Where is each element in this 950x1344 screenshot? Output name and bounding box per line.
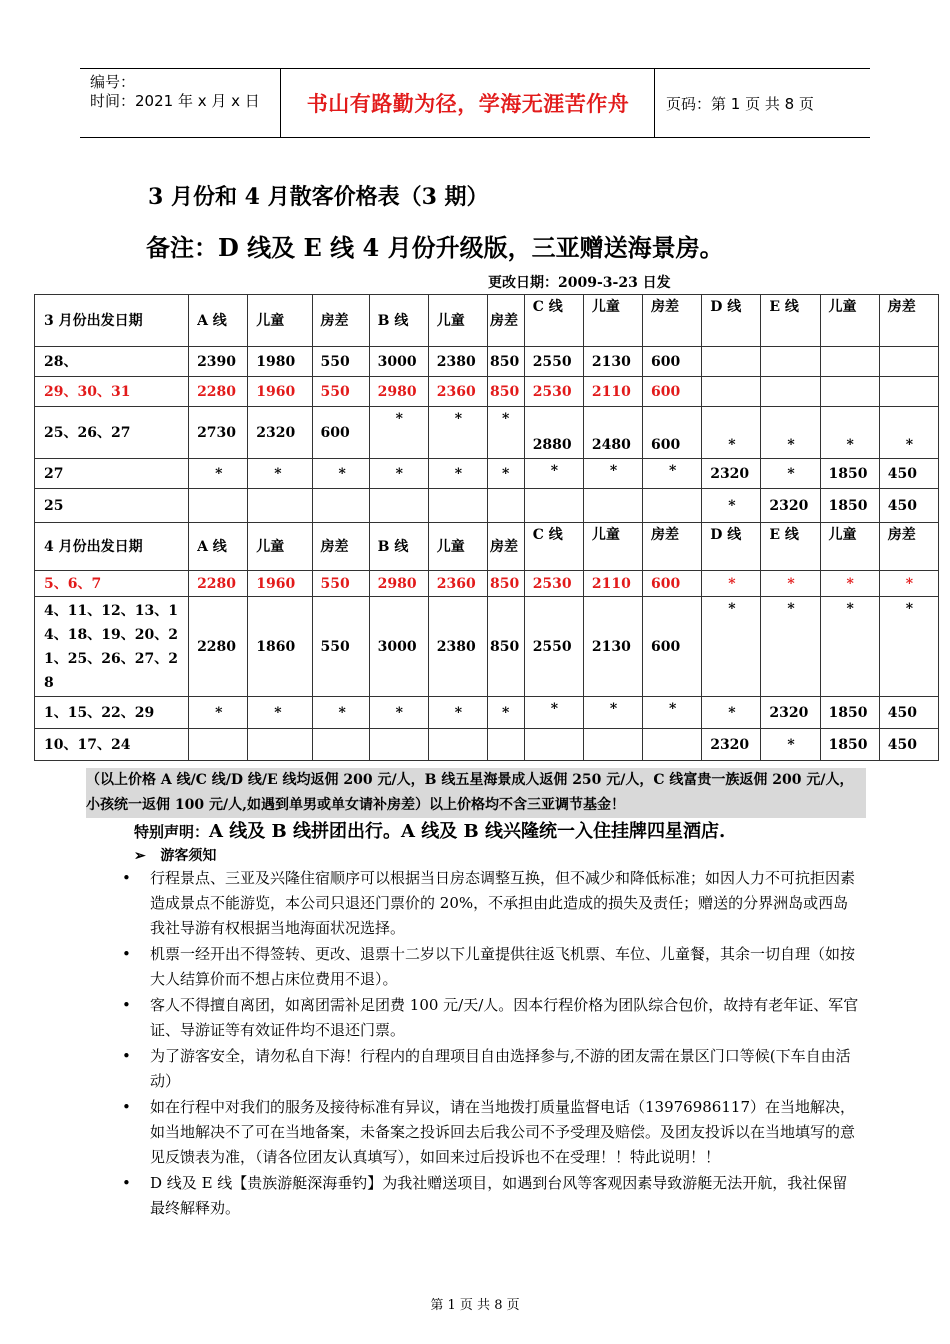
column-header: 儿童 <box>428 523 487 571</box>
column-header: 儿童 <box>820 523 879 571</box>
column-header: 儿童 <box>583 295 642 347</box>
declaration-text: A 线及 B 线拼团出行。A 线及 B 线兴隆统一入住挂牌四星酒店. <box>209 821 726 842</box>
price-cell <box>583 489 642 523</box>
notice-item: • 机票一经开出不得签转、更改、退票十二岁以下儿童提供往返飞机票、车位、儿童餐，其余一切自理（如按大人结算价而不想占床位费用不退）。 <box>116 942 862 992</box>
date-cell: 25、26、27 <box>35 407 189 459</box>
date-cell: 1、15、22、29 <box>35 697 189 729</box>
price-cell: 2320 <box>702 459 761 489</box>
price-cell: * <box>312 459 369 489</box>
column-header: D 线 <box>702 523 761 571</box>
column-header: A 线 <box>189 295 248 347</box>
header-meta <box>80 69 281 137</box>
changed-date: 更改日期：2009-3-23 日发 <box>488 275 671 291</box>
price-cell: * <box>369 697 428 729</box>
price-cell <box>312 489 369 523</box>
price-cell: * <box>189 459 248 489</box>
price-cell: 600 <box>643 347 702 377</box>
price-cell: * <box>428 407 487 459</box>
price-cell <box>369 489 428 523</box>
price-cell: 2110 <box>583 377 642 407</box>
price-cell: 2280 <box>189 597 248 697</box>
price-cell: * <box>702 489 761 523</box>
price-cell <box>428 729 487 761</box>
column-header: 房差 <box>879 295 938 347</box>
number-label: 编号： <box>90 73 136 91</box>
price-cell: * <box>761 729 820 761</box>
price-cell: * <box>248 459 312 489</box>
price-cell <box>487 489 524 523</box>
price-cell: 1850 <box>820 459 879 489</box>
price-cell: 1960 <box>248 571 312 597</box>
price-cell: * <box>702 697 761 729</box>
price-cell: * <box>369 407 428 459</box>
document-title: 3 月份和 4 月散客价格表（3 期） <box>148 184 489 210</box>
price-cell <box>248 489 312 523</box>
price-cell <box>583 729 642 761</box>
price-cell <box>820 377 879 407</box>
price-cell: 850 <box>487 597 524 697</box>
price-cell: * <box>583 697 642 729</box>
table-row <box>35 597 939 697</box>
price-cell: 2320 <box>761 489 820 523</box>
column-header: B 线 <box>369 523 428 571</box>
table-header-row <box>35 295 939 347</box>
price-cell: * <box>761 407 820 459</box>
table-row <box>35 697 939 729</box>
price-cell: 850 <box>487 571 524 597</box>
price-cell <box>761 377 820 407</box>
page-header <box>80 68 870 138</box>
price-cell: * <box>189 697 248 729</box>
column-header: 房差 <box>312 523 369 571</box>
price-cell: * <box>643 459 702 489</box>
header-motto: 书山有路勤为径，学海无涯苦作舟 <box>282 69 655 137</box>
notice-item: • 客人不得擅自离团，如离团需补足团费 100 元/天/人。因本行程价格为团队综合包价，故持有老年证、军官证、导游证等有效证件均不退还门票。 <box>116 993 862 1043</box>
price-cell: 2380 <box>428 597 487 697</box>
price-cell <box>879 377 938 407</box>
price-cell: 2110 <box>583 571 642 597</box>
notice-item: • 如在行程中对我们的服务及接待标准有异议，请在当地拨打质量监督电话（13976986117）在当地解决，如当地解决不了可在当地备案，未备案之投诉回去后我公司不予受理及赔偿。及团友投诉以在当地填写的意见反馈表为准，（请各位团友认真填写），如回来过后投诉也不在受理！！特此说明！！ <box>116 1095 862 1170</box>
price-cell <box>643 489 702 523</box>
price-cell: 2390 <box>189 347 248 377</box>
price-cell: * <box>702 407 761 459</box>
price-cell: 600 <box>312 407 369 459</box>
price-cell: 2280 <box>189 377 248 407</box>
commission-note-text: （以上价格 A 线/C 线/D 线/E 线均返佣 200 元/人，B 线五星海景成人返佣 250 元/人，C 线富贵一族返佣 200 元/人，小孩统一返佣 100 元/人,如遇到单男或单女请补房差）以上价格均不含三亚调节基金！ <box>86 772 854 813</box>
date-cell: 28、 <box>35 347 189 377</box>
table-row <box>35 459 939 489</box>
price-cell: * <box>761 459 820 489</box>
table-row <box>35 571 939 597</box>
price-cell: 2530 <box>524 377 583 407</box>
price-cell: * <box>487 697 524 729</box>
declaration-label: 特别声明： <box>134 823 210 841</box>
price-cell <box>820 347 879 377</box>
price-cell: 3000 <box>369 597 428 697</box>
column-header: D 线 <box>702 295 761 347</box>
price-cell <box>879 347 938 377</box>
column-header: 儿童 <box>428 295 487 347</box>
price-cell: 450 <box>879 729 938 761</box>
price-cell: * <box>487 459 524 489</box>
notice-list <box>116 866 862 1222</box>
price-cell: * <box>248 697 312 729</box>
price-cell: * <box>643 697 702 729</box>
price-cell <box>643 729 702 761</box>
price-cell: 600 <box>643 377 702 407</box>
column-header: 房差 <box>879 523 938 571</box>
price-cell: 2530 <box>524 571 583 597</box>
price-cell: 1850 <box>820 729 879 761</box>
date-column-header: 4 月份出发日期 <box>35 523 189 571</box>
price-cell <box>487 729 524 761</box>
notice-item: • 行程景点、三亚及兴隆住宿顺序可以根据当日房态调整互换，但不减少和降低标准；如因人力不可抗拒因素造成景点不能游览，本公司只退还门票价的 20%，不承担由此造成的损失及责任；赠送的分界洲岛或西岛我社导游有权根据当地海面状况选择。 <box>116 866 862 941</box>
price-cell: * <box>702 597 761 697</box>
time-label: 时间：2021 年 x 月 x 日 <box>90 92 260 110</box>
column-header: 房差 <box>487 523 524 571</box>
price-cell: 1850 <box>820 489 879 523</box>
price-cell: * <box>702 571 761 597</box>
price-cell: * <box>761 571 820 597</box>
column-header: E 线 <box>761 295 820 347</box>
price-cell: 1860 <box>248 597 312 697</box>
price-cell <box>248 729 312 761</box>
price-cell: * <box>524 697 583 729</box>
price-cell <box>524 729 583 761</box>
price-cell: 450 <box>879 489 938 523</box>
notice-item: • 为了游客安全，请勿私自下海！行程内的自理项目自由选择参与,不游的团友需在景区门口等候(下车自由活动） <box>116 1044 862 1094</box>
price-cell: * <box>428 697 487 729</box>
special-declaration <box>134 817 725 843</box>
table-row <box>35 489 939 523</box>
price-cell: 1850 <box>820 697 879 729</box>
notice-title: 游客须知 <box>160 848 217 864</box>
price-cell <box>189 729 248 761</box>
price-cell: 2360 <box>428 377 487 407</box>
price-cell: * <box>820 597 879 697</box>
price-cell: * <box>487 407 524 459</box>
price-cell: * <box>369 459 428 489</box>
price-cell: * <box>820 407 879 459</box>
price-cell: 600 <box>643 571 702 597</box>
date-cell: 27 <box>35 459 189 489</box>
price-cell: 2280 <box>189 571 248 597</box>
price-cell <box>312 729 369 761</box>
price-cell: * <box>583 459 642 489</box>
date-cell: 5、6、7 <box>35 571 189 597</box>
price-cell: 850 <box>487 377 524 407</box>
date-cell: 29、30、31 <box>35 377 189 407</box>
price-cell: 2980 <box>369 377 428 407</box>
page-footer: 第 1 页 共 8 页 <box>430 1298 520 1313</box>
price-cell: 2480 <box>583 407 642 459</box>
price-cell: 550 <box>312 377 369 407</box>
commission-note <box>86 768 866 818</box>
price-cell: 2320 <box>702 729 761 761</box>
price-cell: * <box>879 407 938 459</box>
price-cell: 1960 <box>248 377 312 407</box>
price-cell: 2550 <box>524 347 583 377</box>
price-cell <box>702 347 761 377</box>
notice-heading <box>134 845 216 865</box>
price-cell: 2320 <box>248 407 312 459</box>
price-cell: 2730 <box>189 407 248 459</box>
price-cell: * <box>524 459 583 489</box>
price-cell: * <box>879 597 938 697</box>
column-header: 儿童 <box>248 295 312 347</box>
column-header: 儿童 <box>248 523 312 571</box>
table-header-row <box>35 523 939 571</box>
price-cell: 2550 <box>524 597 583 697</box>
price-table <box>34 294 939 761</box>
column-header: 房差 <box>643 523 702 571</box>
column-header: E 线 <box>761 523 820 571</box>
price-cell: 450 <box>879 459 938 489</box>
column-header: B 线 <box>369 295 428 347</box>
column-header: 儿童 <box>820 295 879 347</box>
price-cell: 850 <box>487 347 524 377</box>
price-cell: 2320 <box>761 697 820 729</box>
table-row <box>35 407 939 459</box>
price-cell: 550 <box>312 571 369 597</box>
price-cell <box>369 729 428 761</box>
price-cell: 2130 <box>583 347 642 377</box>
price-cell <box>428 489 487 523</box>
price-cell: * <box>820 571 879 597</box>
column-header: 房差 <box>312 295 369 347</box>
price-cell: 1980 <box>248 347 312 377</box>
price-cell: 600 <box>643 407 702 459</box>
price-cell: * <box>312 697 369 729</box>
price-cell: * <box>428 459 487 489</box>
price-cell: 2880 <box>524 407 583 459</box>
date-cell: 25 <box>35 489 189 523</box>
price-cell <box>524 489 583 523</box>
price-cell: 550 <box>312 347 369 377</box>
price-cell: 450 <box>879 697 938 729</box>
table-row <box>35 377 939 407</box>
price-cell <box>702 377 761 407</box>
arrow-bullet-icon: ➢ <box>134 848 146 864</box>
price-cell: * <box>879 571 938 597</box>
column-header: C 线 <box>524 295 583 347</box>
header-page-info: 页码：第 1 页 共 8 页 <box>666 94 814 113</box>
remark-line: 备注：D 线及 E 线 4 月份升级版，三亚赠送海景房。 <box>146 233 724 262</box>
notice-item: • D 线及 E 线【贵族游艇深海垂钓】为我社赠送项目，如遇到台风等客观因素导致游艇无法开航，我社保留最终解释劝。 <box>116 1171 862 1221</box>
date-column-header: 3 月份出发日期 <box>35 295 189 347</box>
date-cell: 4、11、12、13、14、18、19、20、21、25、26、27、28 <box>35 597 189 697</box>
table-row <box>35 347 939 377</box>
column-header: 儿童 <box>583 523 642 571</box>
price-cell <box>761 347 820 377</box>
price-cell: 2130 <box>583 597 642 697</box>
price-cell <box>189 489 248 523</box>
date-cell: 10、17、24 <box>35 729 189 761</box>
price-cell: 2980 <box>369 571 428 597</box>
table-row <box>35 729 939 761</box>
column-header: 房差 <box>487 295 524 347</box>
column-header: C 线 <box>524 523 583 571</box>
price-cell: 3000 <box>369 347 428 377</box>
price-cell: 600 <box>643 597 702 697</box>
price-cell: 2380 <box>428 347 487 377</box>
price-cell: * <box>761 597 820 697</box>
column-header: 房差 <box>643 295 702 347</box>
column-header: A 线 <box>189 523 248 571</box>
price-cell: 550 <box>312 597 369 697</box>
price-cell: 2360 <box>428 571 487 597</box>
